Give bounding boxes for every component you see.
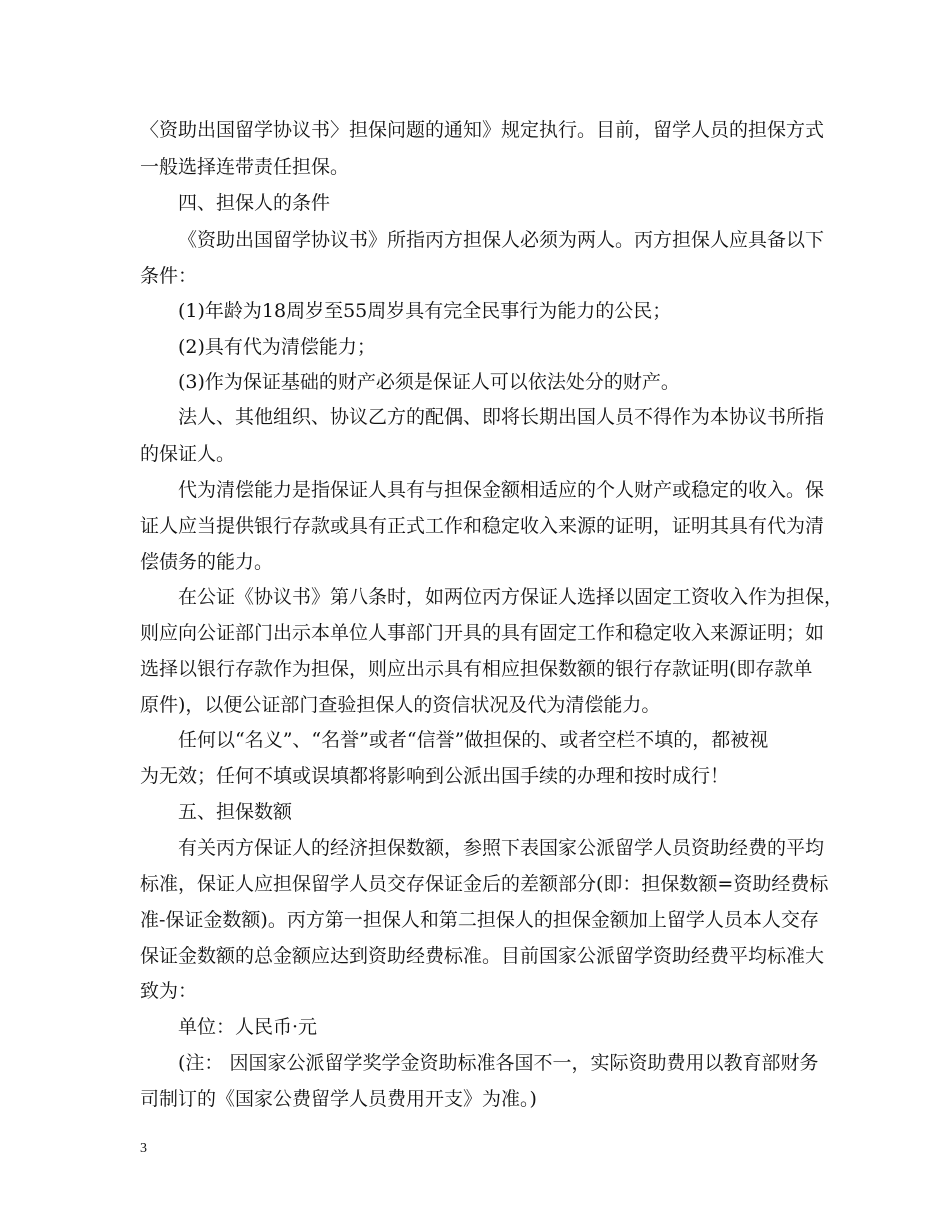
paragraph-line: 《资助出国留学协议书》所指丙方担保人必须为两人。丙方担保人应具备以下: [178, 229, 825, 251]
paragraph-line: 法人、其他组织、协议乙方的配偶、即将长期出国人员不得作为本协议书所指: [178, 406, 825, 428]
paragraph-line: 致为：: [140, 980, 198, 1002]
paragraph-line: 〈资助出国留学协议书〉担保问题的通知》规定执行。目前，留学人员的担保方式: [140, 119, 825, 141]
section-heading: 四、担保人的条件: [178, 192, 331, 214]
section-heading: 五、担保数额: [178, 801, 293, 823]
paragraph-line: 为无效；任何不填或误填都将影响到公派出国手续的办理和按时成行！: [140, 765, 730, 787]
unit-line: 单位：人民币·元: [178, 1016, 318, 1038]
paragraph-line: 在公证《协议书》第八条时，如两位丙方保证人选择以固定工资收入作为担保，: [178, 586, 844, 608]
paragraph-line: 原件)，以便公证部门查验担保人的资信状况及代为清偿能力。: [140, 694, 661, 716]
page-number: 3: [140, 1141, 147, 1156]
paragraph-line: 保证金数额的总金额应达到资助经费标准。目前国家公派留学资助经费平均标准大: [140, 945, 825, 967]
paragraph-line: 选择以银行存款作为担保，则应出示具有相应担保数额的银行存款证明(即存款单: [140, 658, 813, 680]
paragraph-line: 则应向公证部门出示本单位人事部门开具的具有固定工作和稳定收入来源证明；如: [140, 622, 825, 644]
list-item: (1)年龄为18周岁至55周岁具有完全民事行为能力的公民；: [178, 300, 672, 322]
paragraph-line: 代为清偿能力是指保证人具有与担保金额相适应的个人财产或稳定的收入。保: [178, 479, 825, 501]
paragraph-line: 准-保证金数额)。丙方第一担保人和第二担保人的担保金额加上留学人员本人交存: [140, 909, 819, 931]
list-item: (3)作为保证基础的财产必须是保证人可以依法处分的财产。: [178, 371, 680, 393]
paragraph-line: 任何以“名义”、“名誉”或者“信誉”做担保的、或者空栏不填的，都被视: [178, 729, 769, 751]
note-line: (注： 因国家公派留学奖学金资助标准各国不一，实际资助费用以教育部财务: [178, 1052, 819, 1074]
paragraph-line: 证人应当提供银行存款或具有正式工作和稳定收入来源的证明，证明其具有代为清: [140, 515, 825, 537]
paragraph-line: 有关丙方保证人的经济担保数额，参照下表国家公派留学人员资助经费的平均: [178, 837, 825, 859]
note-line: 司制订的《国家公费留学人员费用开支》为准。): [140, 1088, 537, 1110]
paragraph-line: 一般选择连带责任担保。: [140, 156, 350, 178]
paragraph-line: 的保证人。: [140, 443, 236, 465]
paragraph-line: 标准，保证人应担保留学人员交存保证金后的差额部分(即：担保数额=资助经费标: [140, 873, 829, 895]
paragraph-line: 条件：: [140, 265, 198, 287]
list-item: (2)具有代为清偿能力；: [178, 336, 376, 358]
paragraph-line: 偿债务的能力。: [140, 551, 274, 573]
